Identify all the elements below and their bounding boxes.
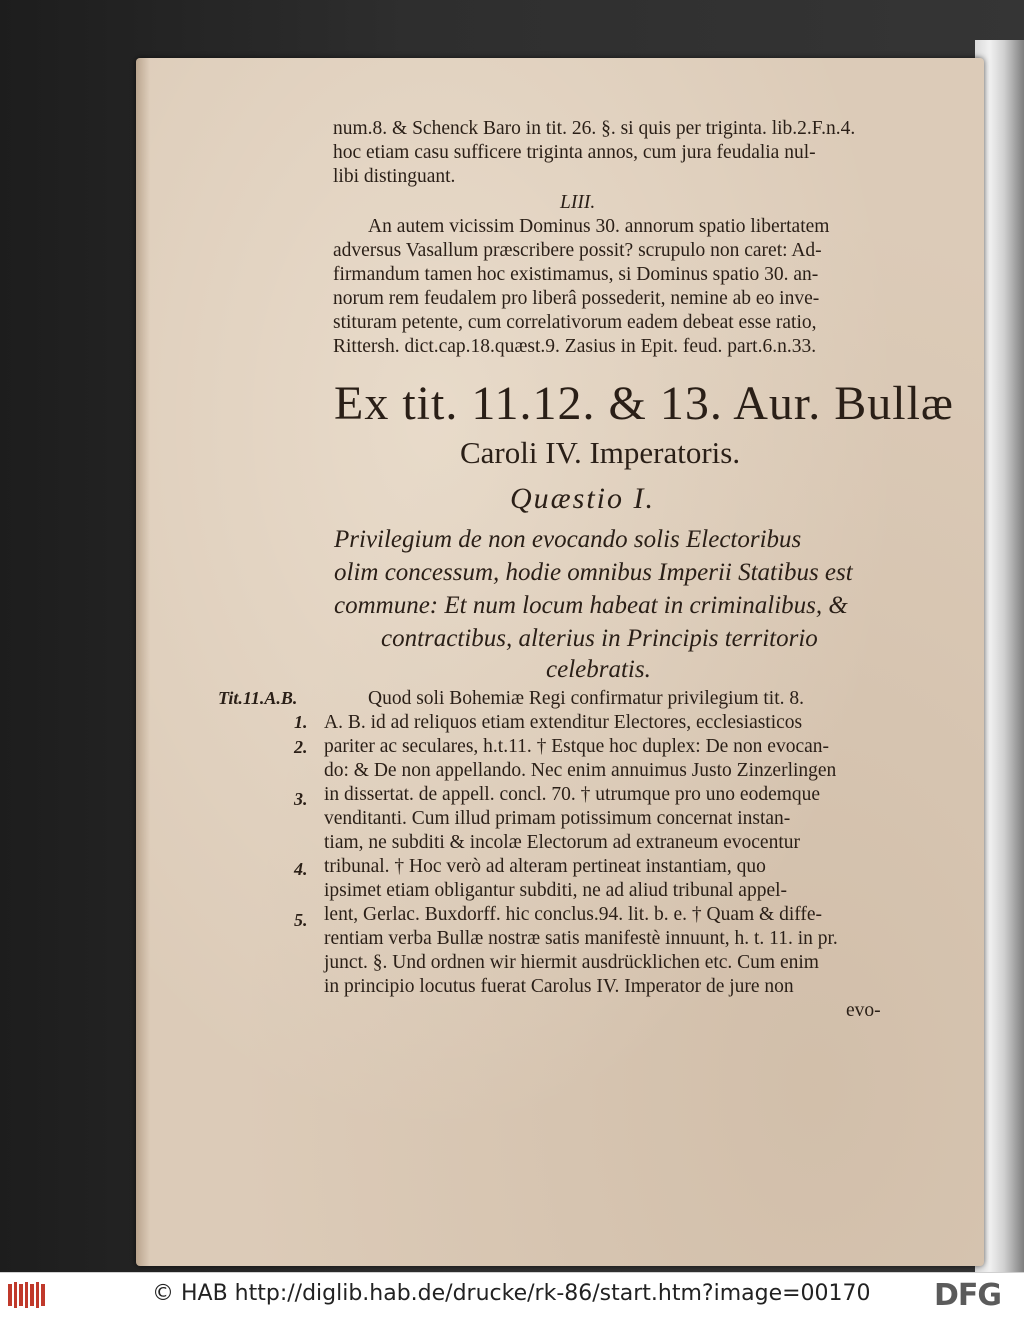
text-line: firmandum tamen hoc existimamus, si Dominus spatio 30. an- [333, 264, 819, 285]
text-line: ipsimet etiam obligantur subditi, ne ad aliud tribunal appel- [324, 880, 788, 901]
margin-note: 2. [294, 737, 308, 757]
dfg-logo: DFG [934, 1278, 1002, 1313]
margin-note: 5. [294, 910, 308, 930]
text-line: pariter ac seculares, h.t.11. † Estque hoc duplex: De non evocan- [324, 736, 830, 757]
quaestio-title-line: olim concessum, hodie omnibus Imperii Statibus est [334, 559, 853, 586]
section-heading: Ex tit. 11.12. & 13. Aur. Bullæ [334, 377, 954, 430]
text-line: libi distinguant. [333, 166, 456, 187]
text-line: adversus Vasallum præscribere possit? scrupulo non caret: Ad- [333, 240, 822, 261]
quaestio-title-line: contractibus, alterius in Principis territorio [381, 625, 818, 652]
text-line: do: & De non appellando. Nec enim annuimus Justo Zinzerlingen [324, 760, 837, 781]
quaestio-title-line: commune: Et num locum habeat in criminalibus, & [334, 592, 848, 619]
text-line: norum rem feudalem pro liberâ possederit, nemine ab eo inve- [333, 288, 820, 309]
text-line: stituram petente, cum correlativorum eadem debeat esse ratio, [333, 312, 817, 333]
text-line: lent, Gerlac. Buxdorff. hic conclus.94. lit. b. e. † Quam & diffe- [324, 904, 823, 925]
article-number: LIII. [560, 192, 596, 213]
text-line: rentiam verba Bullæ nostræ satis manifestè innuunt, h. t. 11. in pr. [324, 928, 838, 949]
text-line: in dissertat. de appell. concl. 70. † utrumque pro uno eodemque [324, 784, 821, 805]
text-line: venditanti. Cum illud primam potissimum concernat instan- [324, 808, 791, 829]
page-gutter-shade [136, 58, 150, 1266]
text-line: junct. §. Und ordnen wir hiermit ausdrücklichen etc. Cum enim [324, 952, 819, 973]
footer-bar [0, 1272, 1024, 1317]
copyright-link[interactable]: © HAB http://diglib.hab.de/drucke/rk-86/start.htm?image=00170 [152, 1281, 871, 1306]
text-line: A. B. id ad reliquos etiam extenditur Electores, ecclesiasticos [324, 712, 803, 733]
text-line: num.8. & Schenck Baro in tit. 26. §. si quis per triginta. lib.2.F.n.4. [333, 118, 856, 139]
margin-note: 4. [294, 859, 308, 879]
quaestio-title-line: celebratis. [546, 656, 651, 683]
catchword: evo- [846, 1000, 881, 1021]
margin-note: 1. [294, 712, 308, 732]
margin-note: Tit.11.A.B. [218, 688, 298, 708]
section-subheading: Caroli IV. Imperatoris. [460, 435, 741, 470]
text-line: Quod soli Bohemiæ Regi confirmatur privilegium tit. 8. [368, 688, 804, 709]
book-page [136, 58, 984, 1266]
text-line: hoc etiam casu sufficere triginta annos, cum jura feudalia nul- [333, 142, 816, 163]
text-line: An autem vicissim Dominus 30. annorum spatio libertatem [368, 216, 830, 237]
text-line: tribunal. † Hoc verò ad alteram pertineat instantiam, quo [324, 856, 766, 877]
text-line: Rittersh. dict.cap.18.quæst.9. Zasius in Epit. feud. part.6.n.33. [333, 336, 817, 357]
hab-library-icon [6, 1280, 50, 1310]
margin-note: 3. [294, 789, 308, 809]
text-line: in principio locutus fuerat Carolus IV. Imperator de jure non [324, 976, 794, 997]
quaestio-title-line: Privilegium de non evocando solis Electoribus [334, 526, 802, 553]
text-line: tiam, ne subditi & incolæ Electorum ad extraneum evocentur [324, 832, 800, 853]
quaestio-heading: Quæstio I. [510, 482, 656, 515]
